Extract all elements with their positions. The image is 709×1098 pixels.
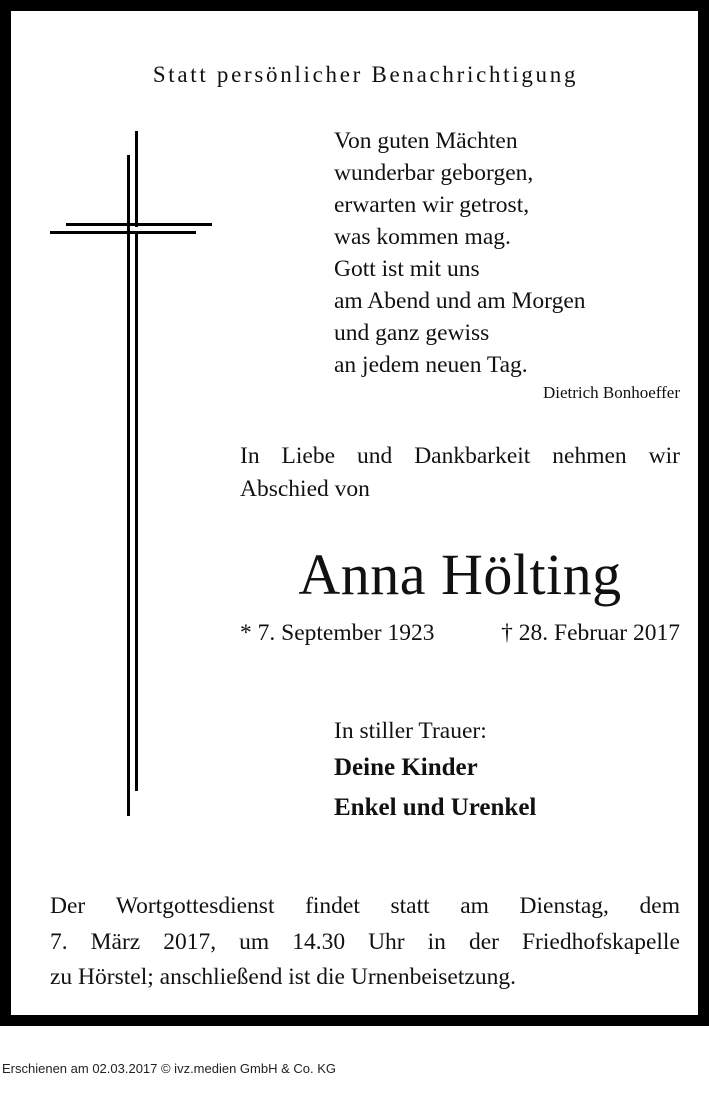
intro-word: Dankbarkeit: [414, 443, 531, 469]
poem-line: erwarten wir getrost,: [334, 192, 530, 218]
service-word: am: [460, 893, 489, 919]
intro-word: Liebe: [281, 443, 336, 469]
intro-word: und: [356, 443, 393, 469]
poem-author: Dietrich Bonhoeffer: [542, 383, 680, 402]
service-word: 2017,: [163, 928, 217, 955]
poem-line: Gott ist mit uns: [334, 256, 480, 282]
poem-line: an jedem neuen Tag.: [334, 352, 528, 378]
birth-date: * 7. September 1923: [240, 620, 435, 646]
notice-header: Statt persönlicher Benachrichtigung: [152, 62, 579, 87]
service-word: findet: [305, 893, 360, 919]
death-date: † 28. Februar 2017: [501, 620, 680, 646]
service-word: 7.: [50, 928, 68, 955]
poem-line: Von guten Mächten: [334, 128, 518, 154]
farewell-intro: [240, 440, 680, 506]
service-word: Der: [50, 893, 86, 919]
mourner-name: Enkel und Urenkel: [334, 794, 537, 821]
service-word: statt: [390, 893, 430, 919]
service-word: März: [90, 928, 141, 955]
service-word: dem: [639, 893, 680, 919]
intro-word: nehmen: [552, 443, 627, 469]
farewell-intro-line: Abschied von: [240, 476, 370, 502]
service-line: [50, 925, 680, 961]
service-word: 14.30: [292, 928, 346, 955]
service-word: in: [427, 928, 446, 955]
service-word: der: [468, 928, 499, 955]
publication-footer: Erschienen am 02.03.2017 © ivz.medien GmbH & Co. KG: [2, 1061, 337, 1076]
intro-word: wir: [648, 443, 680, 469]
service-word: Dienstag,: [519, 893, 609, 919]
deceased-name: Anna Hölting: [298, 542, 622, 607]
mourners-intro: In stiller Trauer:: [334, 718, 487, 744]
poem-line: am Abend und am Morgen: [334, 288, 586, 314]
poem: [334, 125, 634, 381]
service-info: [50, 889, 680, 996]
poem-line: wunderbar geborgen,: [334, 160, 534, 186]
poem-line: und ganz gewiss: [334, 320, 490, 346]
life-dates: [240, 617, 680, 650]
intro-word: In: [240, 443, 260, 469]
service-line: [50, 889, 680, 925]
farewell-intro-line: [240, 440, 680, 473]
service-word: um: [239, 928, 270, 955]
service-word: Friedhofskapelle: [521, 928, 680, 955]
service-line: zu Hörstel; anschließend ist die Urnenbeisetzung.: [50, 964, 516, 990]
mourner-name: Deine Kinder: [334, 754, 478, 781]
service-word: Uhr: [368, 928, 405, 955]
service-word: Wortgottesdienst: [115, 893, 275, 919]
cross-icon: [49, 131, 213, 821]
mourners: [334, 714, 680, 828]
poem-line: was kommen mag.: [334, 224, 511, 250]
